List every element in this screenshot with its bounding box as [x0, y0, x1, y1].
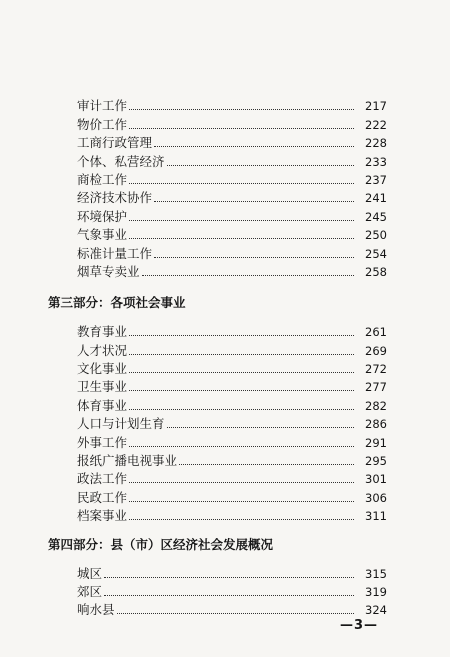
entry-title: 个体、私营经济 [77, 153, 165, 169]
entry-page: 222 [365, 117, 387, 132]
entry-page: 261 [365, 325, 387, 340]
entry-title: 气象事业 [77, 227, 128, 243]
toc-entry [77, 451, 387, 469]
dot-leader [129, 390, 354, 391]
toc-group-economy [0, 96, 450, 280]
toc-entry [77, 563, 387, 581]
entry-page: 319 [365, 584, 387, 599]
entry-title: 标准计量工作 [77, 245, 153, 261]
entry-page: 286 [365, 417, 387, 432]
entry-page: 237 [365, 172, 387, 187]
entry-page: 272 [365, 362, 387, 377]
toc-entry [77, 414, 387, 432]
toc-group-districts [0, 563, 450, 618]
entry-page: 311 [365, 509, 387, 524]
dot-leader [129, 128, 354, 129]
entry-title: 文化事业 [77, 361, 128, 377]
dot-leader [154, 257, 354, 258]
dot-leader [129, 372, 354, 373]
toc-entry [77, 487, 387, 505]
toc-entry [77, 582, 387, 600]
toc-entry [77, 377, 387, 395]
dot-leader [129, 183, 354, 184]
entry-page: 291 [365, 435, 387, 450]
toc-entry [77, 262, 387, 280]
entry-page: 295 [365, 454, 387, 469]
dot-leader [129, 354, 354, 355]
table-of-contents [0, 96, 450, 618]
entry-page: 254 [365, 246, 387, 261]
entry-title: 响水县 [77, 602, 115, 618]
entry-page: 277 [365, 380, 387, 395]
toc-entry [77, 395, 387, 413]
toc-group-social [0, 322, 450, 524]
dot-leader [129, 220, 354, 221]
entry-title: 政法工作 [77, 471, 128, 487]
toc-entry [77, 96, 387, 114]
entry-page: 269 [365, 343, 387, 358]
toc-entry [77, 359, 387, 377]
entry-page: 241 [365, 191, 387, 206]
entry-page: 258 [365, 264, 387, 279]
section-heading-part3: 第三部分：各项社会事业 [48, 294, 186, 310]
entry-title: 民政工作 [77, 489, 128, 505]
dot-leader [129, 501, 354, 502]
dot-leader [104, 577, 354, 578]
toc-entry [77, 506, 387, 524]
toc-entry [77, 432, 387, 450]
entry-page: 306 [365, 490, 387, 505]
entry-title: 城区 [77, 565, 103, 581]
entry-title: 报纸广播电视事业 [77, 453, 178, 469]
entry-title: 人口与计划生育 [77, 416, 165, 432]
dot-leader [129, 446, 354, 447]
entry-title: 审计工作 [77, 98, 128, 114]
entry-title: 环境保护 [77, 208, 128, 224]
dot-leader [179, 464, 354, 465]
entry-title: 郊区 [77, 583, 103, 599]
entry-title: 商检工作 [77, 171, 128, 187]
dot-leader [154, 201, 354, 202]
entry-title: 教育事业 [77, 324, 128, 340]
dot-leader [154, 146, 354, 147]
dot-leader [167, 427, 354, 428]
entry-title: 卫生事业 [77, 379, 128, 395]
entry-page: 250 [365, 228, 387, 243]
dot-leader [129, 109, 354, 110]
dot-leader [129, 482, 354, 483]
entry-title: 工商行政管理 [77, 135, 153, 151]
entry-title: 档案事业 [77, 508, 128, 524]
entry-page: 228 [365, 136, 387, 151]
entry-title: 人才状况 [77, 342, 128, 358]
entry-title: 物价工作 [77, 116, 128, 132]
toc-entry [77, 170, 387, 188]
dot-leader [129, 335, 354, 336]
entry-title: 烟草专卖业 [77, 263, 140, 279]
entry-page: 217 [365, 99, 387, 114]
entry-title: 经济技术协作 [77, 190, 153, 206]
toc-entry [77, 188, 387, 206]
toc-entry [77, 322, 387, 340]
entry-page: 315 [365, 566, 387, 581]
dot-leader [129, 519, 354, 520]
dot-leader [129, 409, 354, 410]
dot-leader [129, 238, 354, 239]
entry-title: 体育事业 [77, 397, 128, 413]
toc-entry [77, 114, 387, 132]
entry-page: 301 [365, 472, 387, 487]
dot-leader [142, 275, 354, 276]
dot-leader [104, 595, 354, 596]
section-heading-part4: 第四部分：县（市）区经济社会发展概况 [48, 537, 274, 553]
toc-entry [77, 151, 387, 169]
toc-entry [77, 243, 387, 261]
dot-leader [117, 613, 354, 614]
toc-entry [77, 206, 387, 224]
toc-entry [77, 600, 387, 618]
toc-entry [77, 225, 387, 243]
entry-page: 324 [365, 603, 387, 618]
entry-page: 282 [365, 398, 387, 413]
page-number-footer: —3— [340, 618, 379, 633]
entry-page: 245 [365, 209, 387, 224]
entry-title: 外事工作 [77, 434, 128, 450]
dot-leader [167, 165, 354, 166]
toc-entry [77, 469, 387, 487]
toc-entry [77, 340, 387, 358]
toc-entry [77, 133, 387, 151]
entry-page: 233 [365, 154, 387, 169]
